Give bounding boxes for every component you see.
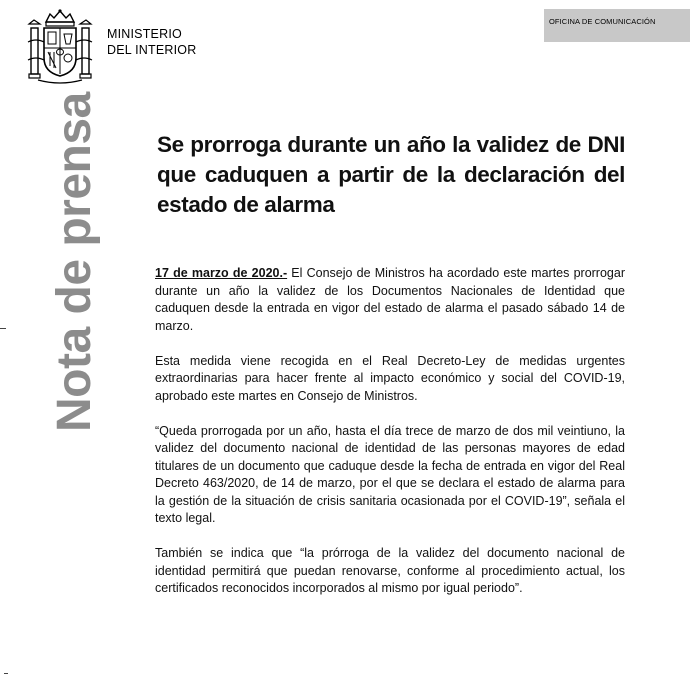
ministry-name-line1: MINISTERIO: [107, 27, 182, 41]
article-body: [155, 265, 625, 615]
ministry-name: [107, 26, 196, 58]
paragraph-1: [155, 265, 625, 335]
margin-tick: [0, 328, 6, 329]
office-label: OFICINA DE COMUNICACIÓN: [549, 17, 656, 26]
margin-mark: [4, 673, 8, 674]
coat-of-arms-logo: [24, 8, 96, 84]
ministry-name-line2: DEL INTERIOR: [107, 43, 197, 57]
headline: Se prorroga durante un año la validez de DNI que caduquen a partir de la declaración del estado de alarma: [157, 132, 625, 217]
office-label-box: [544, 9, 690, 42]
paragraph-3: “Queda prorrogada por un año, hasta el día trece de marzo de dos mil veintiuno, la validez del documento nacional de identidad de las personas mayores de edad titulares de un documento que caduque desde la fecha de entrada en vigor del Real Decreto 463/2020, de 14 de marzo, por el que se declara el estado de alarma para la gestión de la situación de crisis sanitaria ocasionada por el COVID-19”, señala el texto legal.: [155, 423, 625, 525]
paragraph-2: Esta medida viene recogida en el Real Decreto-Ley de medidas urgentes extraordinarias para hacer frente al impacto económico y social del COVID-19, aprobado este martes en Consejo de Ministros.: [155, 353, 625, 403]
dateline: 17 de marzo de 2020.-: [155, 266, 288, 280]
press-note-side-label: Nota de prensa: [48, 92, 101, 432]
paragraph-1-text: El Consejo de Ministros ha acordado este martes prorrogar durante un año la validez de los Documentos Nacionales de Identidad que caduquen desde la entrada en vigor del estado de alarma el pasado sábado 14 de marzo.: [155, 266, 625, 333]
paragraph-4: También se indica que “la prórroga de la validez del documento nacional de identidad permitirá que puedan renovarse, conforme al procedimiento actual, los certificados reconocidos incorporados al mismo por igual periodo”.: [155, 546, 625, 595]
